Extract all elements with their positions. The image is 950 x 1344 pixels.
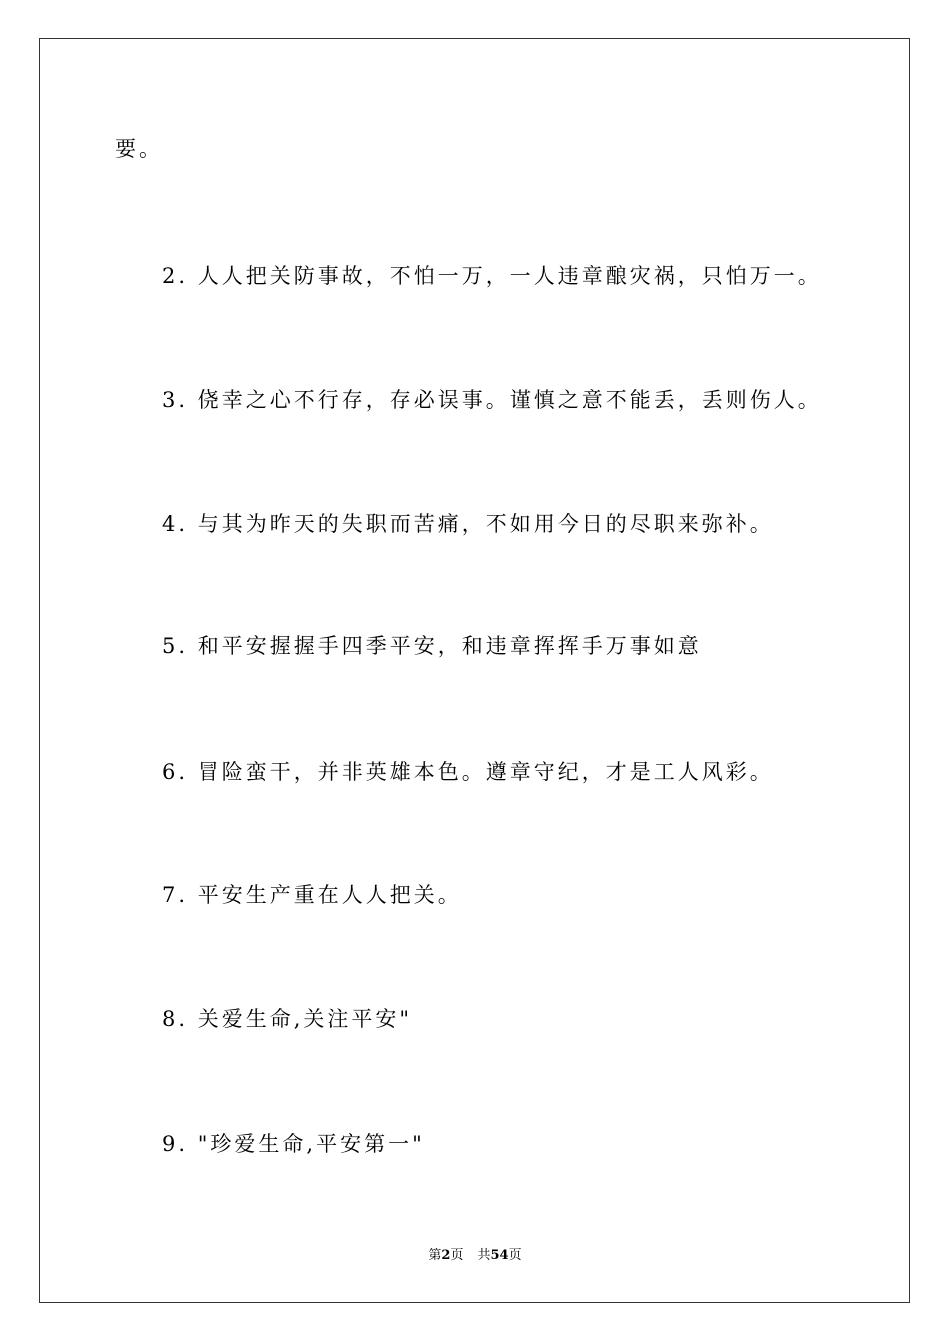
page-prefix: 第 (428, 1248, 442, 1263)
item-number: 7. (162, 883, 189, 907)
item-text: 人人把关防事故，不怕一万，一人违章酿灾祸，只怕万一。 (197, 264, 822, 288)
list-item (162, 510, 774, 538)
item-number: 8. (162, 1007, 189, 1031)
item-number: 2. (162, 264, 189, 288)
item-text: 与其为昨天的失职而苦痛，不如用今日的尽职来弥补。 (197, 512, 774, 536)
page-current: 2 (441, 1248, 451, 1263)
list-item (162, 386, 822, 414)
item-text: 侥幸之心不行存，存必误事。谨慎之意不能丢，丢则伤人。 (197, 388, 822, 412)
item-text: 冒险蛮干，并非英雄本色。遵章守纪，才是工人风彩。 (197, 760, 774, 784)
list-item (162, 262, 822, 290)
list-item (162, 881, 462, 909)
item-number: 9. (162, 1132, 189, 1156)
list-item (162, 1130, 425, 1158)
list-item (162, 632, 702, 660)
page-unit: 页 (450, 1248, 464, 1263)
continuation-text: 要。 (115, 137, 163, 161)
page-footer (0, 1247, 950, 1265)
item-text: 关爱生命,关注平安" (197, 1007, 413, 1031)
total-unit: 页 (508, 1248, 522, 1263)
list-item (162, 1005, 412, 1033)
item-number: 5. (162, 634, 189, 658)
item-text: "珍爱生命,平安第一" (197, 1132, 425, 1156)
list-item (162, 758, 774, 786)
item-number: 6. (162, 760, 189, 784)
item-text: 和平安握握手四季平安，和违章挥挥手万事如意 (197, 634, 702, 658)
item-number: 4. (162, 512, 189, 536)
item-text: 平安生产重在人人把关。 (197, 883, 462, 907)
item-number: 3. (162, 388, 189, 412)
page-total: 54 (490, 1248, 509, 1263)
total-prefix: 共 (477, 1248, 491, 1263)
page-frame (39, 38, 910, 1303)
